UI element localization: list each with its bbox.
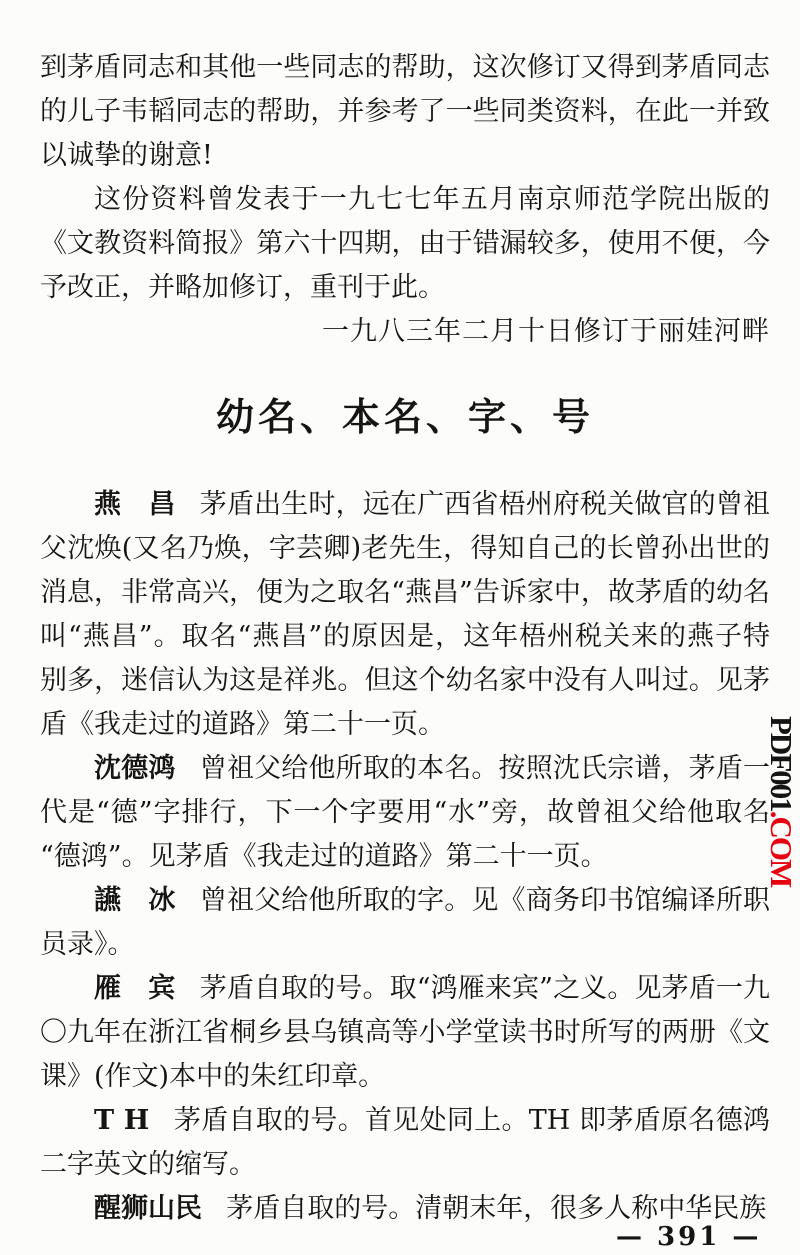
entry-th (40, 1099, 770, 1187)
entry-yanchang (40, 483, 770, 747)
entry-body: 茅盾自取的号。清朝末年，很多人称中华民族 (226, 1193, 767, 1225)
entry-term: 燕 昌 (94, 489, 176, 521)
entry-body: 曾祖父给他所取的本名。按照沈氏宗谱，茅盾一代是“德”字排行，下一个字要用“水”旁，故曾祖父给他取名“德鸿”。见茅盾《我走过的道路》第二十一页。 (40, 753, 771, 873)
entry-body: 茅盾自取的号。取“鸿雁来宾”之义。见茅盾一九〇九年在浙江省桐乡县乌镇高等小学堂读书时所写的两册《文课》(作文)本中的朱红印章。 (40, 973, 771, 1093)
entry-shendehong (40, 747, 770, 879)
watermark-prefix: PDF001 (764, 716, 799, 811)
entry-term: 雁 宾 (94, 973, 176, 1005)
entry-body: 曾祖父给他所取的字。见《商务印书馆编译所职员录》。 (40, 885, 771, 961)
entry-term: 沈德鸿 (94, 753, 176, 785)
page-number: — 391 — (616, 1222, 762, 1252)
intro-paragraph-1: 到茅盾同志和其他一些同志的帮助，这次修订又得到茅盾同志的儿子韦韬同志的帮助，并参考了一些同类资料，在此一并致以诚挚的谢意! (40, 52, 770, 171)
section-title: 幼名、本名、字、号 (215, 394, 594, 439)
entry-term: 讌 冰 (94, 885, 176, 917)
watermark (764, 716, 798, 886)
entry-yanbin (40, 967, 770, 1099)
entry-body: 茅盾出生时，远在广西省梧州府税关做官的曾祖父沈焕(又名乃焕，字芸卿)老先生，得知自己的长曾孙出世的消息，非常高兴，便为之取名“燕昌”告诉家中，故茅盾的幼名叫“燕昌”。取名“燕昌”的原因是，这年梧州税关来的燕子特别多，迷信认为这是祥兆。但这个幼名家中没有人叫过。见茅盾《我走过的道路》第二十一页。 (40, 489, 771, 741)
entry-term: 醒狮山民 (94, 1193, 202, 1225)
revision-dateline: 一九八三年二月十日修订于丽娃河畔 (322, 316, 770, 347)
intro-paragraph-2: 这份资料曾发表于一九七七年五月南京师范学院出版的《文教资料简报》第六十四期，由于错漏较多，使用不便，今予改正，并略加修订，重刊于此。 (40, 184, 770, 303)
entry-term: T H (94, 1105, 150, 1137)
entry-yanbing (40, 879, 770, 967)
entry-body: 茅盾自取的号。首见处同上。TH 即茅盾原名德鸿二字英文的缩写。 (40, 1105, 770, 1181)
watermark-suffix: .COM (764, 810, 799, 887)
